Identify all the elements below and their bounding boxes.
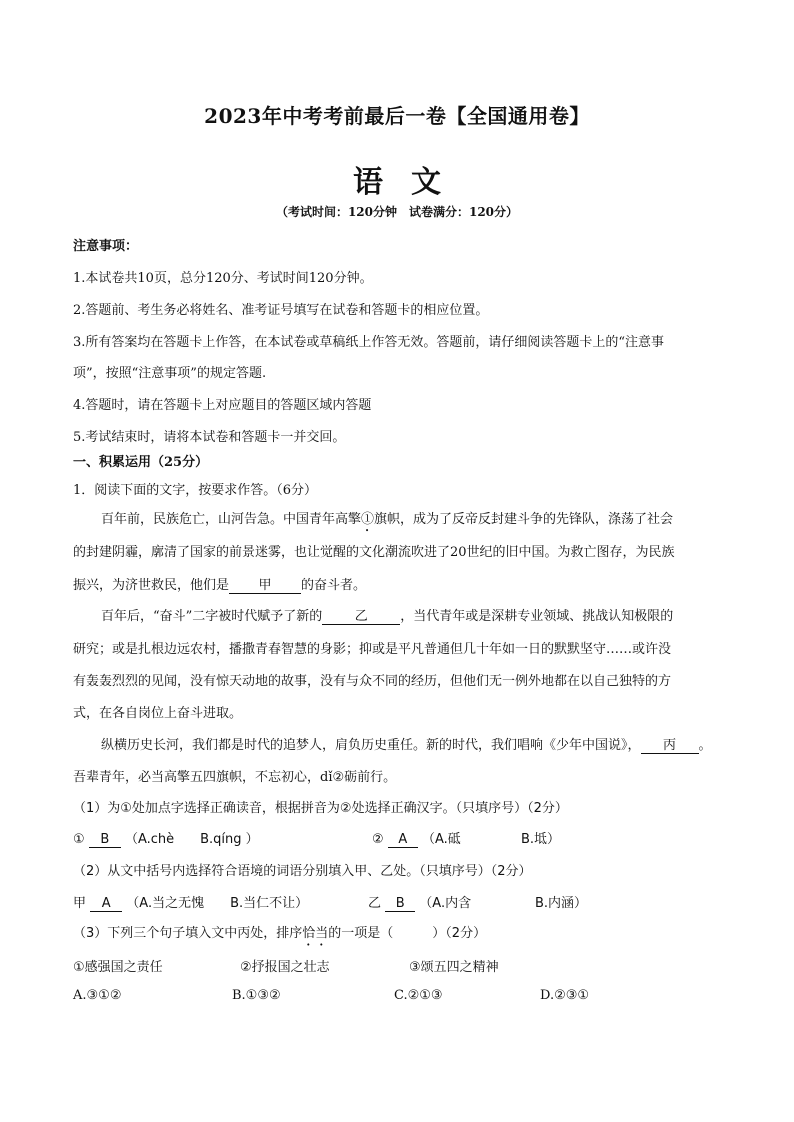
answer-value: A: [90, 896, 122, 912]
stem-text: （3）下列三个句子填入文中丙处，排序: [73, 926, 303, 941]
passage-text: 百年后，“奋斗”二字被时代赋予了新的: [101, 609, 323, 624]
note-item: 1.本试卷共10页，总分120分、考试时间120分钟。: [73, 271, 373, 286]
answer-value: A: [388, 832, 418, 848]
answer-option: B.内涵）: [535, 896, 588, 911]
passage-line: [101, 734, 712, 754]
choice-a: A.③①②: [73, 988, 122, 1003]
sentence-option: ①感强国之责任: [73, 960, 163, 975]
sentence-option: ③颂五四之精神: [409, 960, 499, 975]
notes-heading: 注意事项：: [73, 239, 139, 254]
answer-number: 甲: [73, 896, 87, 911]
passage-text: 振兴，为济世救民，他们是: [73, 578, 230, 593]
passage-line: [101, 508, 673, 535]
answer-2-jia: [73, 892, 308, 912]
passage-text: 。: [698, 738, 712, 753]
section-heading: 一、积累运用（25分）: [73, 455, 209, 470]
note-item: 2.答题前、考生务必将姓名、准考证号填写在试卷和答题卡的相应位置。: [73, 303, 489, 318]
answer-number: ②: [372, 832, 384, 847]
answer-2-yi: [368, 892, 471, 912]
passage-line: 吾辈青年，必当高擎五四旗帜，不忘初心，dǐ②砺前行。: [73, 770, 397, 785]
choice-d: D.②③①: [540, 988, 590, 1003]
passage-text: ，当代青年或是深耕专业领域、挑战认知极限的: [400, 609, 674, 624]
note-item: 4.答题时，请在答题卡上对应题目的答题区域内答题: [73, 398, 372, 413]
note-item: 5.考试结束时，请将本试卷和答题卡一并交回。: [73, 430, 346, 445]
answer-options: （A.砥: [421, 832, 461, 847]
answer-number: ①: [73, 832, 85, 847]
passage-line: [101, 605, 673, 625]
exam-title: 2023年中考考前最后一卷【全国通用卷】: [204, 104, 590, 128]
stem-text: 的一项是（ ）（2分）: [328, 926, 487, 941]
answer-options: （A.当之无愧 B.当仁不让）: [126, 896, 309, 911]
subject-title: 语文: [353, 165, 469, 200]
passage-line: 研究；或是扎根边远农村，播撒青春智慧的身影；抑或是平凡普通但几十年如一日的默默坚守……或许没: [73, 642, 672, 657]
answer-value: B: [89, 832, 121, 848]
note-item: 3.所有答案均在答题卡上作答，在本试卷或草稿纸上作答无效。答题前，请仔细阅读答题卡上的“注意事: [73, 335, 665, 350]
passage-text: 的奋斗者。: [301, 578, 367, 593]
passage-text: 百年前，民族危亡，山河告急。中国青年高擎: [101, 512, 362, 527]
answer-1-1: [73, 828, 259, 848]
answer-1-2: [372, 828, 461, 848]
question-1-stem: 1．阅读下面的文字，按要求作答。（6分）: [73, 483, 318, 498]
sentence-option: ②抒报国之壮志: [240, 960, 330, 975]
dotted-mark: ①: [361, 512, 375, 527]
passage-line: 的封建阴霾，廓清了国家的前景迷雾，也让觉醒的文化潮流吹进了20世纪的旧中国。为救亡图存，为民族: [73, 545, 675, 560]
blank-yi: 乙: [322, 605, 400, 625]
blank-bing: 丙: [641, 734, 699, 754]
answer-value: B: [385, 896, 415, 912]
dotted-text: 恰当: [302, 926, 329, 941]
blank-jia: 甲: [229, 574, 301, 594]
choice-c: C.②①③: [394, 988, 443, 1003]
subquestion-2-stem: （2）从文中括号内选择符合语境的词语分别填入甲、乙处。（只填序号）（2分）: [73, 864, 532, 879]
answer-options: （A.内含: [419, 896, 472, 911]
passage-line: 有轰轰烈烈的见闻，没有惊天动地的故事，没有与众不同的经历，但他们无一例外地都在以自己独特的方: [73, 674, 672, 689]
answer-number: 乙: [368, 896, 382, 911]
exam-info: （考试时间：120分钟 试卷满分：120分）: [275, 205, 519, 219]
note-item: 项”，按照“注意事项”的规定答题.: [73, 366, 267, 381]
passage-text: 纵横历史长河，我们都是时代的追梦人，肩负历史重任。新的时代，我们唱响《少年中国说》，: [101, 738, 641, 753]
passage-text: 旗帜，成为了反帝反封建斗争的先锋队，涤荡了社会: [374, 512, 674, 527]
passage-line: [73, 574, 366, 594]
subquestion-3-stem: [73, 922, 486, 949]
subquestion-1-stem: （1）为①处加点字选择正确读音，根据拼音为②处选择正确汉字。（只填序号）（2分）: [73, 801, 568, 816]
answer-option: B.坻）: [521, 832, 561, 847]
passage-line: 式，在各自岗位上奋斗进取。: [73, 706, 243, 721]
answer-options: （A.chè B.qíng ）: [124, 832, 259, 847]
choice-b: B.①③②: [232, 988, 281, 1003]
